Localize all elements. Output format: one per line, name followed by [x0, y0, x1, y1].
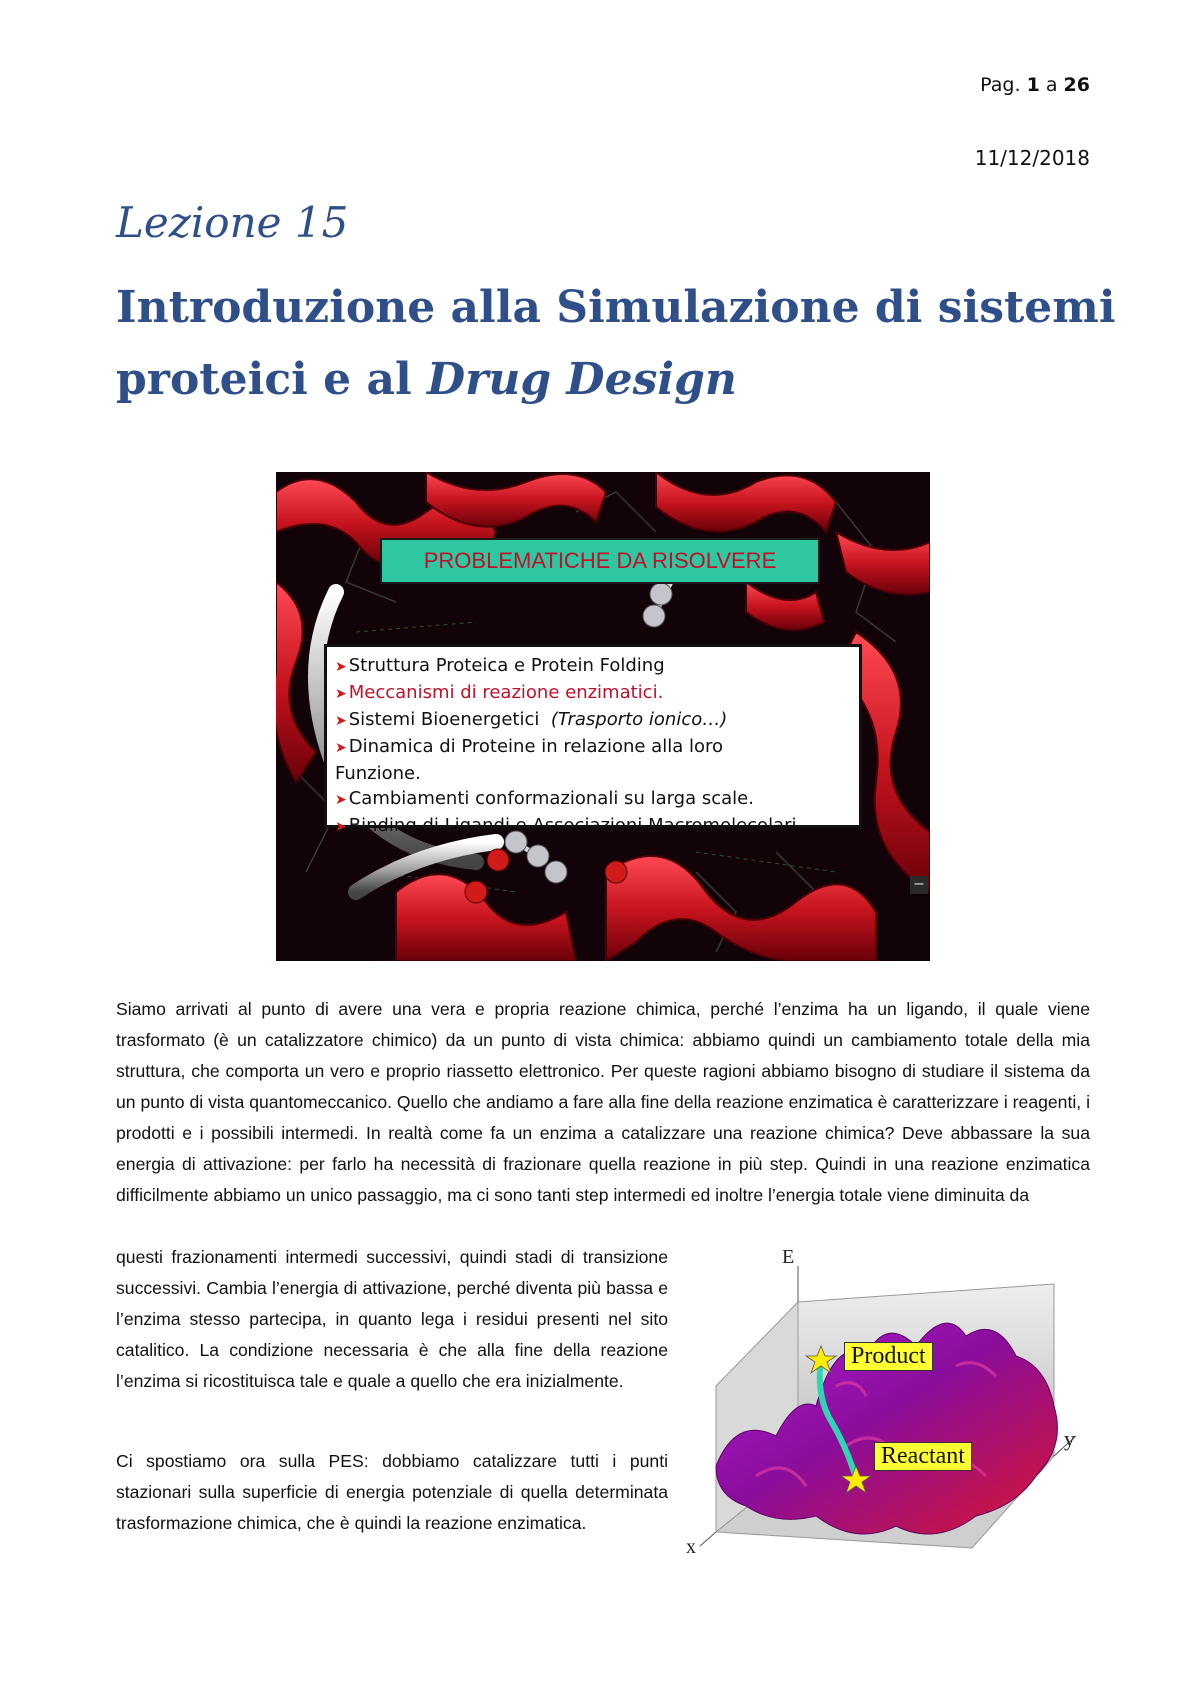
- arrow-bullet-icon: ➤: [335, 659, 347, 675]
- page-title: [116, 272, 1116, 416]
- slide-list: [324, 644, 862, 836]
- arrow-bullet-icon: ➤: [335, 819, 347, 835]
- reactant-label: Reactant: [874, 1442, 972, 1471]
- slide-item: ➤ Sistemi Bioenergetici (Trasporto ionico…): [335, 709, 728, 730]
- title-line-1: Introduzione alla Simulazione di sistemi: [116, 282, 1116, 333]
- arrow-bullet-icon: ➤: [335, 792, 347, 808]
- slide-item: ➤ Struttura Proteica e Protein Folding: [335, 655, 665, 676]
- page-number: Pag. 1 a 26: [980, 74, 1090, 96]
- arrow-bullet-icon: ➤: [335, 740, 347, 756]
- axis-y-label: y: [1064, 1426, 1075, 1451]
- slide-item: ➤ Meccanismi di reazione enzimatici.: [335, 682, 664, 703]
- pes-surface-illustration: [696, 1246, 1100, 1572]
- paragraph-1: Siamo arrivati al punto di avere una vera e propria reazione chimica, perché l’enzima ha un ligando, il quale viene trasformato (è un catalizzatore chimico) da un punto di vista chimica: abbiamo quindi un cambiamento totale della mia struttura, che comporta un vero e proprio riassetto elettronico. Per queste ragioni abbiamo bisogno di studiare il sistema da un punto di vista quantomeccanico. Quello che andiamo a fare alla fine della reazione enzimatica è caratterizzare i reagenti, i prodotti e i possibili intermedi. In realtà come fa un enzima a catalizzare una reazione chimica? Deve abbassare la sua energia di attivazione: per farlo ha necessità di frazionare quella reazione in più step. Quindi in una reazione enzimatica difficilmente abbiamo un unico passaggio, ma ci sono tanti step intermedi ed inoltre l’energia totale viene diminuita da: [116, 999, 1090, 1205]
- paragraph-2: Ci spostiamo ora sulla PES: dobbiamo catalizzare tutti i punti stazionari sulla superficie di energia potenziale di quella determinata trasformazione chimica, che è quindi la reazione enzimatica.: [116, 1451, 668, 1533]
- document-date: 11/12/2018: [974, 146, 1090, 170]
- title-italic: Drug Design: [427, 354, 737, 405]
- slide-item: ➤ Cambiamenti conformazionali su larga scale.: [335, 788, 754, 809]
- page-total: 26: [1063, 74, 1090, 96]
- minus-icon: –: [910, 876, 928, 894]
- slide-item-continuation: Funzione.: [335, 763, 421, 784]
- arrow-bullet-icon: ➤: [335, 686, 347, 702]
- title-line-2: proteici e al Drug Design: [116, 354, 737, 405]
- axis-e-label: E: [782, 1246, 795, 1268]
- slide-heading: PROBLEMATICHE DA RISOLVERE: [380, 538, 820, 584]
- arrow-bullet-icon: ➤: [335, 713, 347, 729]
- paragraph-1-continued: questi frazionamenti intermedi successivi, quindi stadi di transizione successivi. Cambia l’energia di attivazione, perché diventa più bassa e l’enzima stesso partecipa, in quanto lega i residui presenti nel sito catalitico. La condizione necessaria è che alla fine della reazione l’enzima si ricostituisca tale e quale a quello che era inizialmente.: [116, 1247, 668, 1391]
- axis-x-label: x: [686, 1536, 696, 1558]
- product-label: Product: [844, 1342, 933, 1371]
- lesson-label: Lezione 15: [116, 198, 349, 247]
- page-current: 1: [1026, 74, 1040, 96]
- slide-item: ➤ Dinamica di Proteine in relazione alla loro: [335, 736, 723, 757]
- pes-figure: [686, 1246, 1100, 1572]
- slide-image: [276, 472, 930, 961]
- slide-item: ➤ Binding di Ligandi e Associazioni Macromolecolari: [335, 815, 797, 836]
